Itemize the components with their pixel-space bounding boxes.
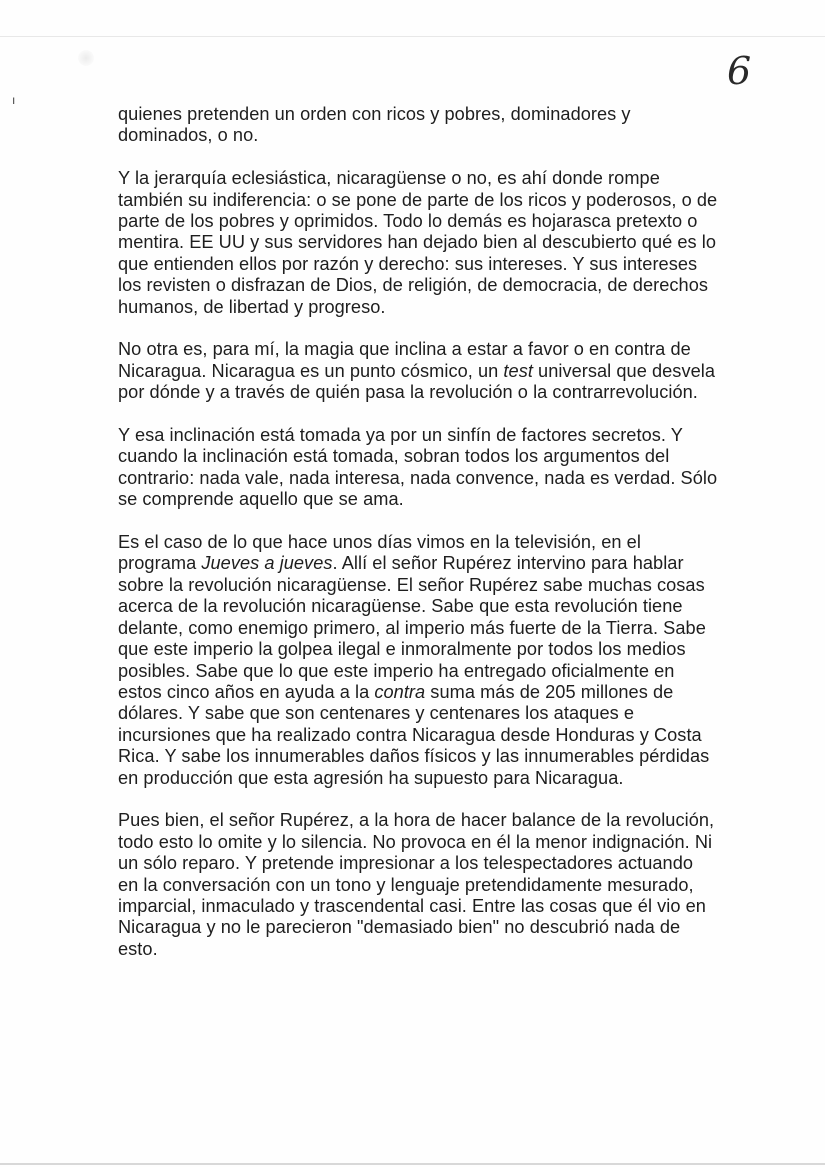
paragraph-5-text-a: Es el caso de lo que hace unos días vimos en la televisión, en el programa [118,532,641,574]
paragraph-3 [118,339,718,403]
paragraph-3-text-b: universal que desvela por dónde y a través de quién pasa la revolución o la contrarrevolución. [118,360,716,403]
paragraph-5-text-c: suma más de 205 millones de dólares. Y sabe que son centenares y centenares los ataques e incursiones que ha realizado contra Nicaragua desde Honduras y Costa Rica. Y sabe los innumerables daños físicos y las innumerables pérdidas en producción que esta agresión ha supuesto para Nicaragua. [118,681,710,788]
scan-smudge [78,50,94,66]
paragraph-5-italic-contra: contra [374,681,426,702]
paragraph-5-italic-program: Jueves a jueves [201,553,333,574]
scan-edge-bottom [0,1163,825,1165]
paragraph-2: Y la jerarquía eclesiástica, nicaragüense o no, es ahí donde rompe también su indiferencia: o se pone de parte de los ricos y poderosos, o de parte de los pobres y oprimidos. Todo lo demás es hojarasca pretexto o mentira. EE UU y sus servidores han dejado bien al descubierto qué es lo que entienden ellos por razón y derecho: sus intereses. Y sus intereses los revisten o disfrazan de Dios, de religión, de democracia, de derechos humanos, de libertad y progreso. [118,168,718,317]
paragraph-3-italic: test [503,360,533,381]
paragraph-3-text-a: No otra es, para mí, la magia que inclina a estar a favor o en contra de Nicaragua. Nicaragua es un punto cósmico, un [118,339,691,381]
paragraph-5 [118,532,718,789]
body-text [118,104,718,982]
handwritten-page-number: 6 [727,49,752,93]
scan-edge-top [0,36,825,37]
paragraph-4: Y esa inclinación está tomada ya por un sinfín de factores secretos. Y cuando la inclinación está tomada, sobran todos los argumentos del contrario: nada vale, nada interesa, nada convence, nada es verdad. Sólo se comprende aquello que se ama. [118,425,718,510]
paragraph-5-text-b: . Allí el señor Rupérez intervino para hablar sobre la revolución nicaragüense. El señor Rupérez sabe muchas cosas acerca de la revolución nicaragüense. Sabe que esta revolución tiene delante, como enemigo primero, al imperio más fuerte de la Tierra. Sabe que este imperio la golpea ilegal e inmoralmente por todos los medios posibles. Sabe que lo que este imperio ha entregado oficialmente en estos cinco años en ayuda a la [118,553,706,702]
margin-mark: ı [12,93,16,107]
paragraph-6: Pues bien, el señor Rupérez, a la hora de hacer balance de la revolución, todo esto lo omite y lo silencia. No provoca en él la menor indignación. Ni un sólo reparo. Y pretende impresionar a los telespectadores actuando en la conversación con un tono y lenguaje pretendidamente mesurado, imparcial, inmaculado y trascendental casi. Entre las cosas que él vio en Nicaragua y no le parecieron "demasiado bien" no descubrió nada de esto. [118,810,715,959]
paragraph-1: quienes pretenden un orden con ricos y pobres, dominadores y dominados, o no. [118,104,631,146]
